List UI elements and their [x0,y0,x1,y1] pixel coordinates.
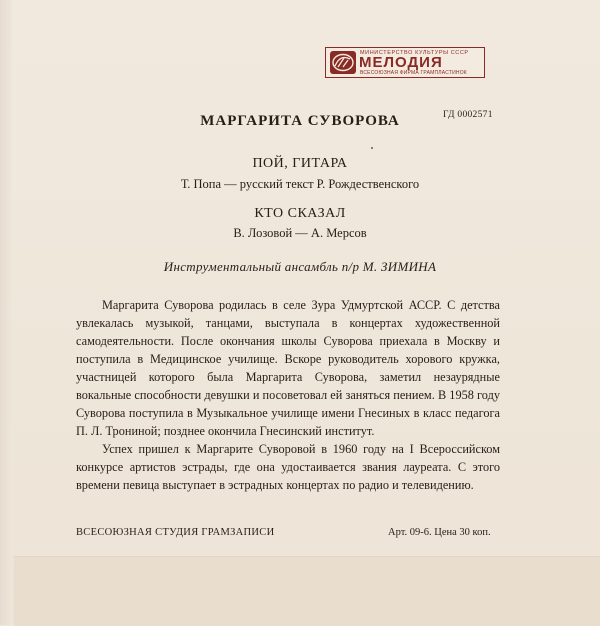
studio-name: ВСЕСОЮЗНАЯ СТУДИЯ ГРАМЗАПИСИ [76,527,275,538]
logo-brand-text: МЕЛОДИЯ [359,54,443,71]
logo-company-text: ВСЕСОЮЗНАЯ ФИРМА ГРАМПЛАСТИНОК [360,70,467,76]
price-label: Арт. 09-6. Цена 30 коп. [388,527,491,538]
catalog-number: ГД 0002571 [443,110,493,120]
sleeve-flap [14,556,600,626]
melodiya-logo [325,47,485,78]
biography-paragraph-1: Маргарита Суворова родилась в селе Зура Удмуртской АССР. С детства увлекалась музыкой, танцами, выступала в концертах художественной самодеятельности. После окончания школы Суворова приехала в Москву и поступила в Медицинское училище. Вскоре руководитель хорового кружка, участницей которого была Маргарита Суворова, заметил незаурядные вокальные способности девушки и посоветовал ей заняться пением. В 1958 году Суворова поступила в Музыкальное училище имени Гнесиных в класс педагога П. Л. Трониной; позднее окончила Гнесинский институт. [76,298,500,438]
song-credit-1: Т. Попа — русский текст Р. Рождественского [180,177,420,191]
song-title-1: ПОЙ, ГИТАРА [252,156,348,171]
biography-paragraph-2: Успех пришел к Маргарите Суворовой в 1960 году на I Всероссийском конкурсе артистов эстрады, где она удостаивается звания лауреата. С этого времени певица выступает в эстрадных концертах по радио и телевидению. [76,442,500,492]
melodiya-emblem-icon [330,51,356,74]
print-speck [371,147,373,149]
ensemble-credit: Инструментальный ансамбль п/р М. ЗИМИНА [163,259,437,274]
artist-name: МАРГАРИТА СУВОРОВА [200,113,400,129]
song-credit-2: В. Лозовой — А. Мерсов [233,226,367,240]
sleeve-fold [0,0,12,625]
song-title-2: КТО СКАЗАЛ [254,206,346,221]
logo-ministry-text: МИНИСТЕРСТВО КУЛЬТУРЫ СССР [360,50,469,56]
biography [76,296,500,494]
